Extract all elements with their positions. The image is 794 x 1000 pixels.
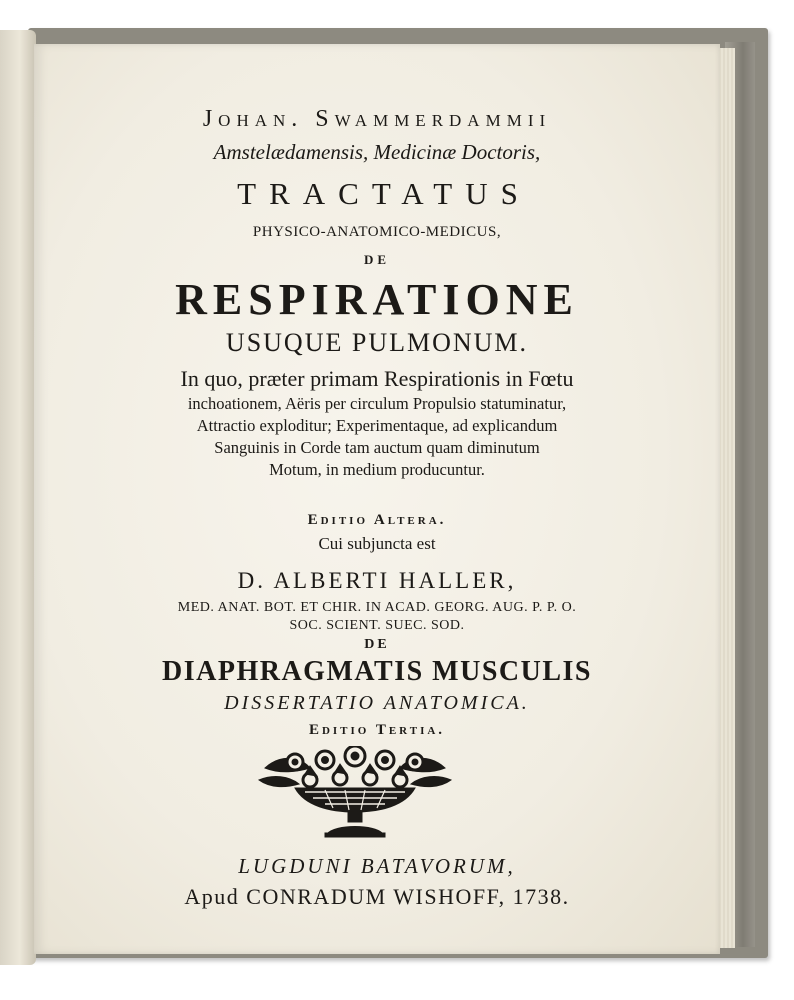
edition-line-1: Editio Altera. — [307, 512, 447, 528]
second-title: DIAPHRAGMATIS MUSCULIS — [162, 656, 592, 687]
second-author: D. ALBERTI HALLER, — [237, 568, 517, 593]
description-line-4: Sanguinis in Corde tam auctum quam diminutum — [214, 438, 540, 457]
appended-line: Cui subjuncta est — [318, 534, 436, 553]
imprint-place: LUGDUNI BATAVORUM, — [238, 854, 516, 878]
second-subtitle: DISSERTATIO ANATOMICA. — [224, 692, 530, 714]
description-line-3: Attractio exploditur; Experimentaque, ad explicandum — [196, 416, 558, 435]
author-origin: Amstelædamensis, Medicinæ Doctoris, — [213, 140, 541, 164]
de-connector-1: DE — [363, 252, 391, 267]
author-line: Johan. Swammerdammii — [202, 106, 552, 132]
main-title: RESPIRATIONE — [175, 275, 579, 324]
facing-page-edge — [0, 30, 36, 965]
main-subtitle: USUQUE PULMONUM. — [225, 328, 529, 357]
flower-basket-ornament-icon — [255, 746, 455, 838]
title-page — [34, 44, 720, 954]
credentials-line-1: MED. ANAT. BOT. ET CHIR. IN ACAD. GEORG. AUG. P. P. O. — [177, 600, 577, 615]
credentials-line-2: SOC. SCIENT. SUEC. SOD. — [289, 618, 465, 633]
de-connector-2: DE — [364, 637, 390, 652]
imprint-publisher: Apud CONRADUM WISHOFF, 1738. — [184, 884, 570, 909]
description-line-1: In quo, præter primam Respirationis in Fœtu — [180, 366, 574, 391]
description-line-5: Motum, in medium producuntur. — [269, 460, 485, 479]
work-label: TRACTATUS — [237, 176, 531, 211]
edition-line-2: Editio Tertia. — [308, 722, 446, 738]
description-line-2: inchoationem, Aëris per circulum Propulsio statuminatur, — [187, 394, 567, 413]
work-type: PHYSICO-ANATOMICO-MEDICUS, — [252, 224, 502, 240]
